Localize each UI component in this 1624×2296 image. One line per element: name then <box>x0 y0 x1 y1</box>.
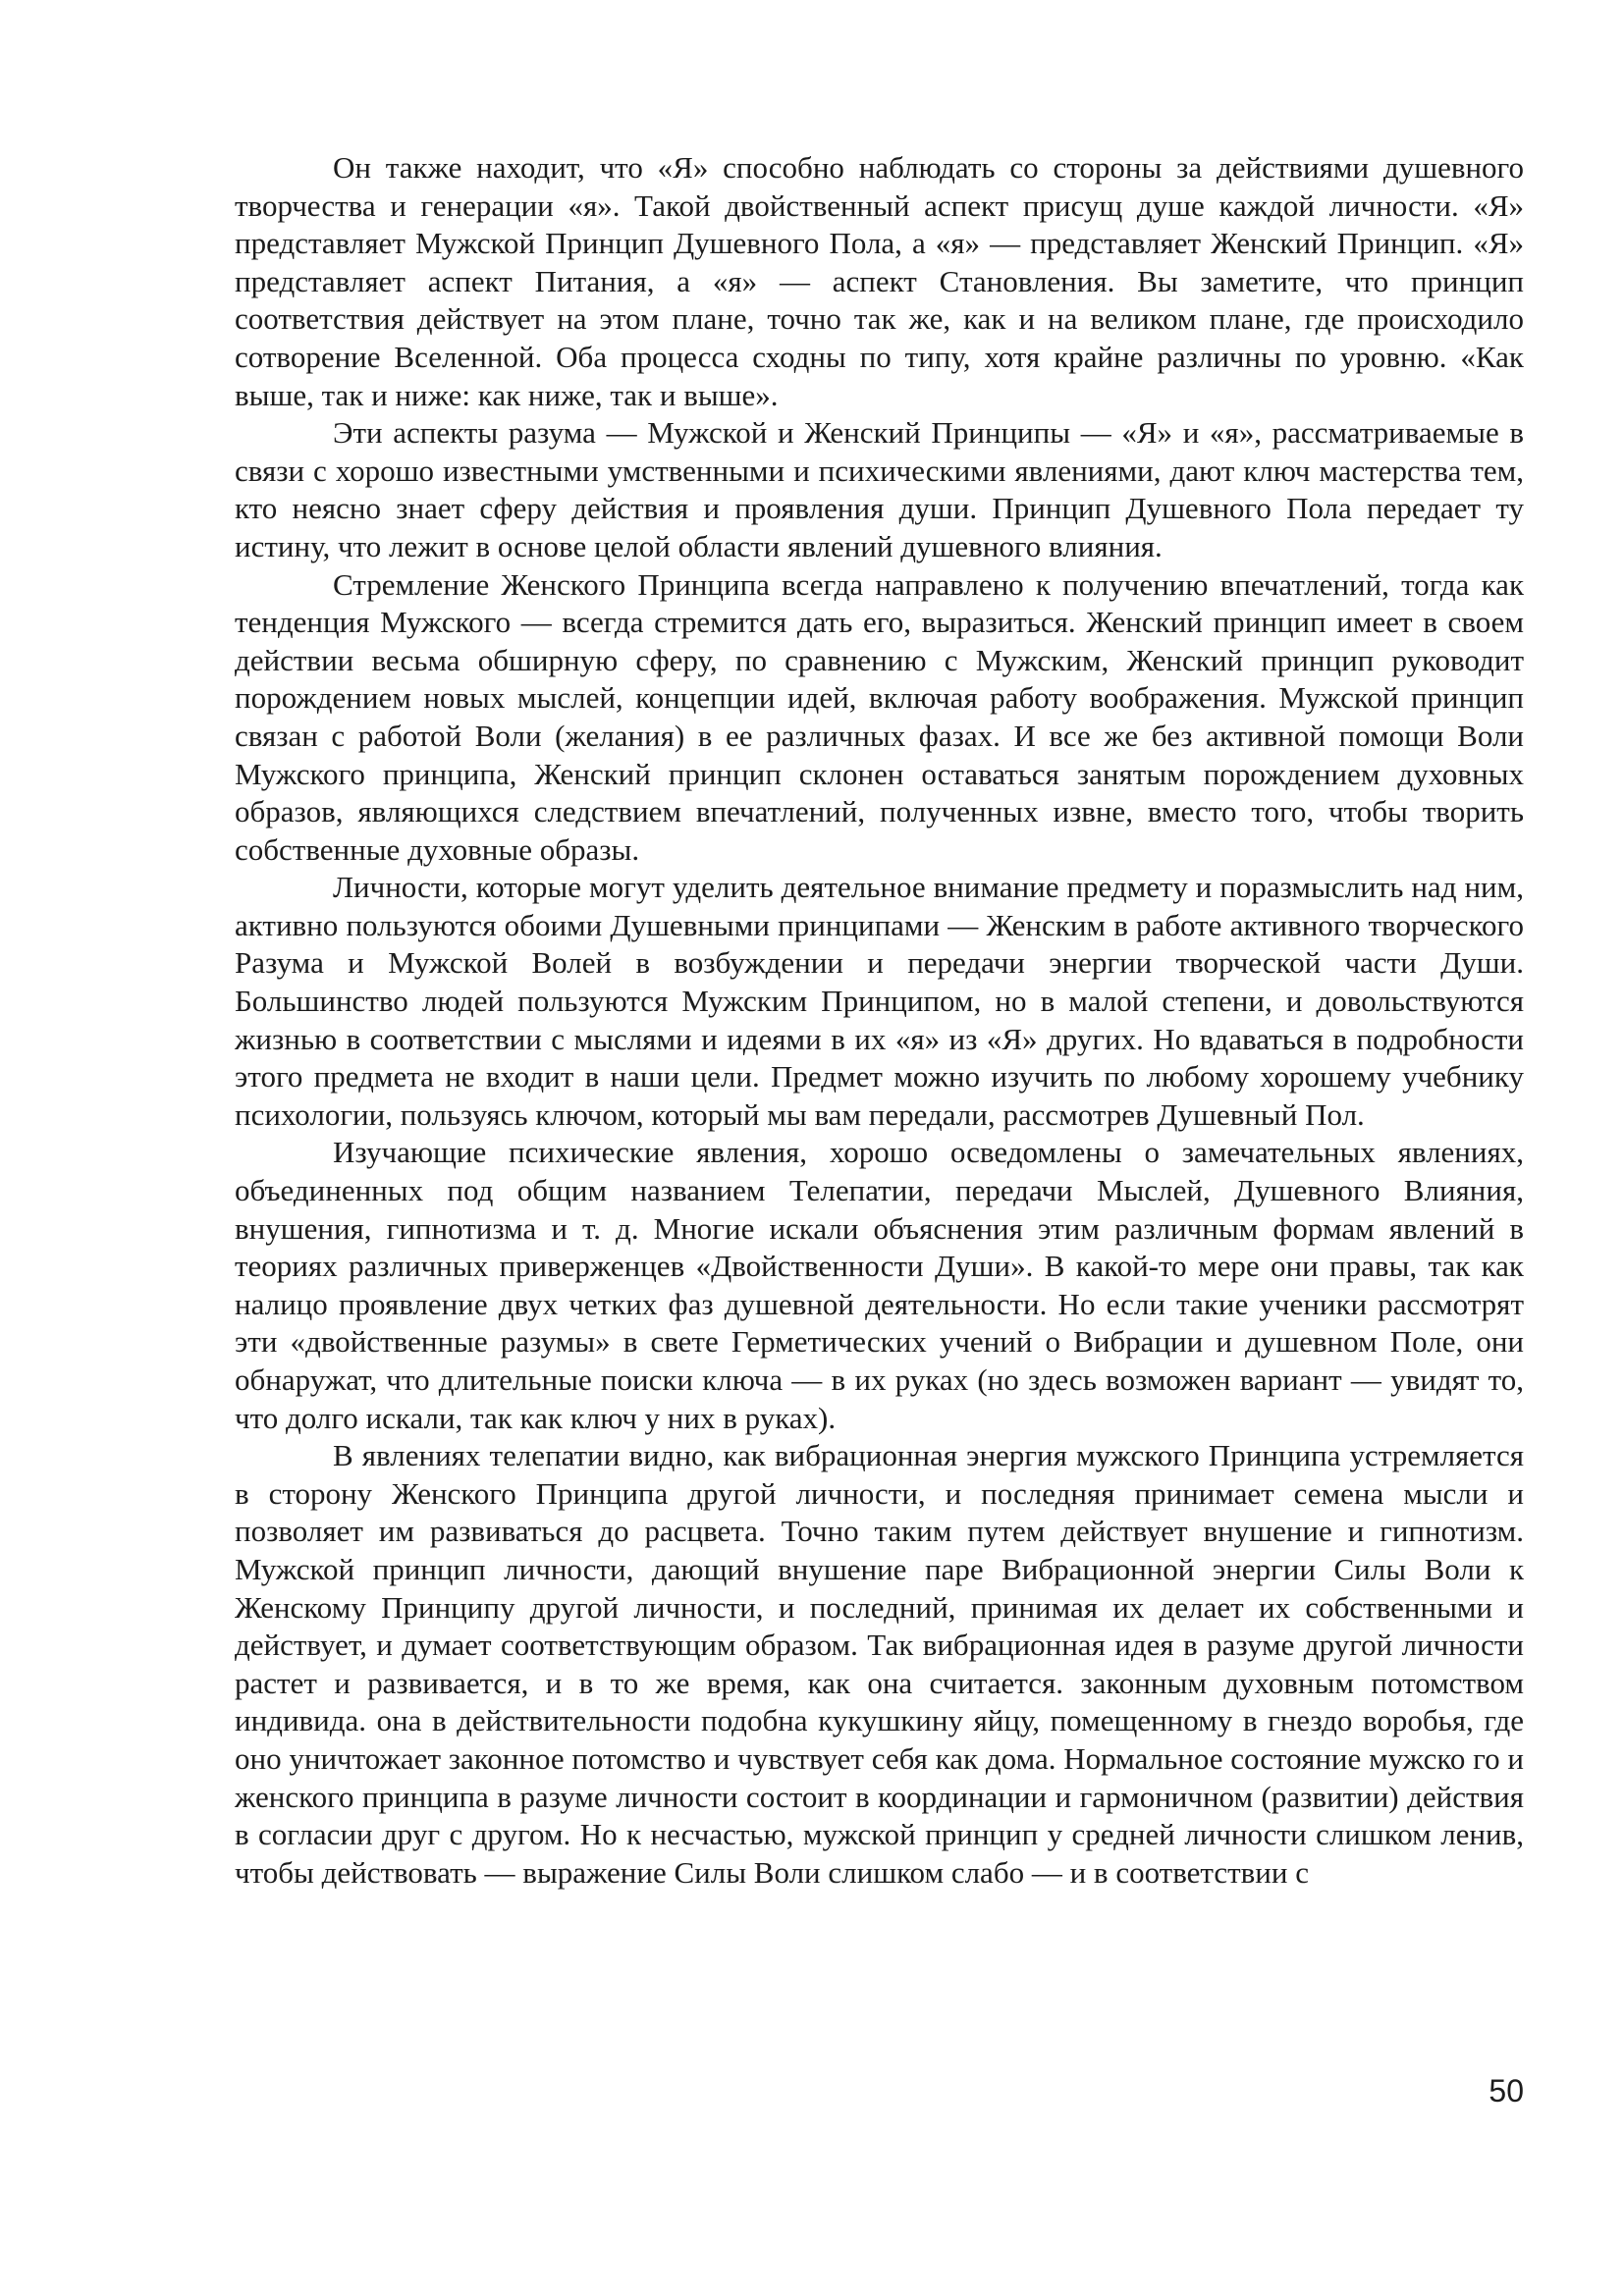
paragraph-5: Изучающие психические явления, хорошо осведомлены о замечательных явлениях, объединенных под общим названием Телепатии, передачи Мыслей, Душевного Влияния, внушения, гипнотизма и т. д. Многие искали объяснения этим различным формам явлений в теориях различных приверженцев «Двойственности Души». В какой-то мере они правы, так как налицо проявление двух четких фаз душевной деятельности. Но если такие ученики рассмотрят эти «двойственные разумы» в свете Герметических учений о Вибрации и душевном Поле, они обнаружат, что длительные поиски ключа — в их руках (но здесь возможен вариант — увидят то, что долго искали, так как ключ у них в руках). <box>235 1135 1524 1435</box>
body-text <box>235 149 1524 1892</box>
paragraph-3: Стремление Женского Принципа всегда направлено к получению впечатлений, тогда как тенденция Мужского — всегда стремится дать его, выразиться. Женский принцип имеет в своем действии весьма обширную сферу, по сравнению с Мужским, Женский принцип руководит порождением новых мыслей, концепции идей, включая работу воображения. Мужской принцип связан с работой Воли (желания) в ее различных фазах. И все же без активной помощи Воли Мужского принципа, Женский принцип склонен оставаться занятым порождением духовных образов, являющихся следствием впечатлений, полученных извне, вместо того, чтобы творить собственные духовные образы. <box>235 566 1524 867</box>
paragraph-4: Личности, которые могут уделить деятельное внимание предмету и поразмыслить над ним, активно пользуются обоими Душевными принципами — Женским в работе активного творческого Разума и Мужской Волей в возбуждении и передачи энергии творческой части Души. Большинство людей пользуются Мужским Принципом, но в малой степени, и довольствуются жизнью в соответствии с мыслями и идеями в их «я» из «Я» других. Но вдаваться в подробности этого предмета не входит в наши цели. Предмет можно изучить по любому хорошему учебнику психологии, пользуясь ключом, который мы вам передали, рассмотрев Душевный Пол. <box>235 870 1524 1132</box>
paragraph-1: Он также находит, что «Я» способно наблюдать со стороны за действиями душевного творчества и генерации «я». Такой двойственный аспект присущ душе каждой личности. «Я» представляет Мужской Принцип Душевного Пола, а «я» — представляет Женский Принцип. «Я» представляет аспект Питания, а «я» — аспект Становления. Вы заметите, что принцип соответствия действует на этом плане, точно так же, как и на великом плане, где происходило сотворение Вселенной. Оба процесса сходны по типу, хотя крайне различны по уровню. «Как выше, так и ниже: как ниже, так и выше». <box>235 150 1524 412</box>
page-number: 50 <box>1489 2073 1524 2109</box>
paragraph-6: В явлениях телепатии видно, как вибрационная энергия мужского Принципа устремляется в сторону Женского Принципа другой личности, и последняя принимает семена мысли и позволяет им развиваться до расцвета. Точно таким путем действует внушение и гипнотизм. Мужской принцип личности, дающий внушение паре Вибрационной энергии Силы Воли к Женскому Принципу другой личности, и последний, принимая их делает их собственными и действует, и думает соответствующим образом. Так вибрационная идея в разуме другой личности растет и развивается, и в то же время, как она считается. законным духовным потомством индивида. она в действительности подобна кукушкину яйцу, помещенному в гнездо воробья, где оно уничтожает законное потомство и чувствует себя как дома. Нормальное состояние мужско го и женского принципа в разуме личности состоит в координации и гармоничном (развитии) действия в согласии друг с другом. Но к несчастью, мужской принцип у средней личности слишком ленив, чтобы действовать — выражение Силы Воли слишком слабо — и в соответствии с <box>235 1438 1524 1890</box>
paragraph-2: Эти аспекты разума — Мужской и Женский Принципы — «Я» и «я», рассматриваемые в связи с хорошо известными умственными и психическими явлениями, дают ключ мастерства тем, кто неясно знает сферу действия и проявления души. Принцип Душевного Пола передает ту истину, что лежит в основе целой области явлений душевного влияния. <box>235 415 1524 563</box>
